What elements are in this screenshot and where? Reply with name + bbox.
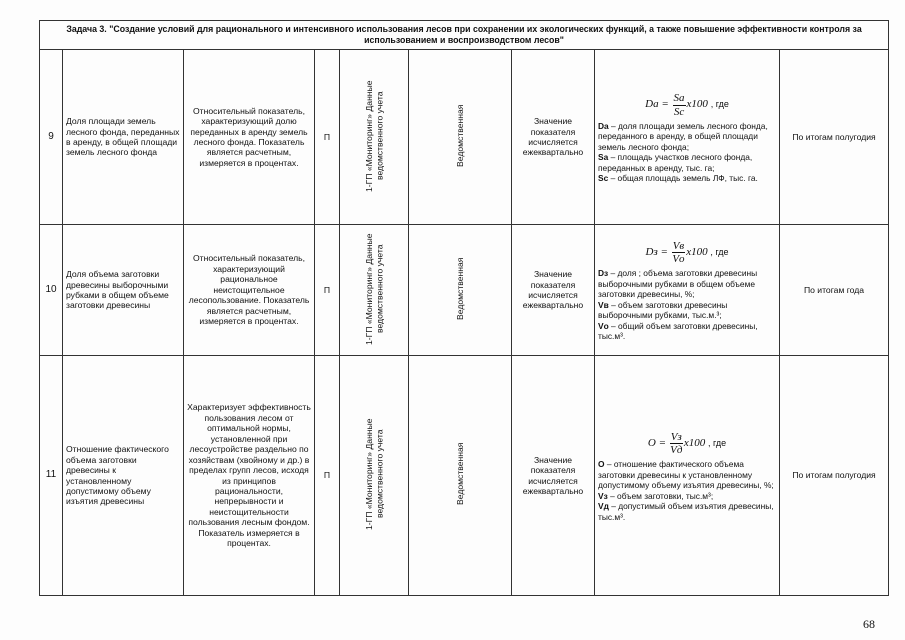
data-source: 1-ГП «Мониторинг» Данные ведомственного учета bbox=[363, 418, 384, 531]
formula-cell bbox=[595, 50, 780, 225]
definition-item bbox=[598, 121, 776, 153]
calc-frequency: Значение показателя исчисляется ежеквартально bbox=[512, 225, 595, 356]
formula-denominator: Vд bbox=[670, 444, 683, 456]
data-source-cell bbox=[340, 225, 409, 356]
table-row bbox=[40, 356, 889, 596]
row-number: 9 bbox=[40, 50, 63, 225]
formula-numerator: Sa bbox=[673, 92, 685, 105]
definition-text: – объем заготовки древесины выборочными рубками, тыс.м.³; bbox=[598, 299, 728, 321]
formula-numerator: Vв bbox=[672, 240, 685, 253]
definition-symbol: Vз bbox=[598, 490, 608, 501]
definition-symbol: Vд bbox=[598, 501, 609, 512]
definition-item bbox=[598, 321, 776, 342]
formula-denominator: Vо bbox=[672, 253, 685, 266]
data-source-cell bbox=[340, 356, 409, 596]
indicator-description: Характеризует эффективность пользования лесом от оптимальной нормы, установленной при лесоустройстве раздельно по хозяйствам (хвойному и др.) в пределах групп лесов, исходя из принципов рациональности, непрерывности и неистощительности пользования лесным фондом. Показатель измеряется в процентах. bbox=[184, 356, 315, 596]
definition-text: – общий объем заготовки древесины, тыс.м³. bbox=[598, 320, 758, 342]
indicator-type: П bbox=[315, 356, 340, 596]
definition-symbol: O bbox=[598, 459, 605, 470]
definition-item bbox=[598, 491, 776, 502]
table-row bbox=[40, 225, 889, 356]
formula-lhs: Dз bbox=[645, 246, 658, 259]
definition-text: – площадь участков лесного фонда, переданных в аренду, тыс. га; bbox=[598, 152, 753, 173]
definition-symbol: Sc bbox=[598, 173, 609, 184]
formula-multiplier: x100 bbox=[683, 437, 706, 450]
reporting-period: По итогам полугодия bbox=[780, 50, 889, 225]
reporting-level: Ведомственная bbox=[454, 104, 465, 167]
reporting-period: По итогам года bbox=[780, 225, 889, 356]
formula-suffix: , где bbox=[710, 247, 729, 258]
data-source-cell bbox=[340, 50, 409, 225]
definitions bbox=[598, 268, 776, 342]
definition-symbol: Dз bbox=[598, 268, 609, 279]
formula-cell bbox=[595, 225, 780, 356]
indicator-name: Доля объема заготовки древесины выборочными рубками в общем объеме заготовки древесины bbox=[63, 225, 184, 356]
task-header: Задача 3. "Создание условий для рационального и интенсивного использования лесов при сохранении их экологических функций, а также повышение эффективности контроля за использованием и воспроизводством лесов" bbox=[40, 21, 889, 50]
definition-text: – отношение фактического объема заготовки древесины к установленному допустимому объему изъятия древесины, %; bbox=[598, 459, 774, 491]
definition-item bbox=[598, 459, 776, 491]
formula-multiplier: x100 bbox=[686, 246, 708, 259]
row-number: 11 bbox=[40, 356, 63, 596]
indicator-description: Относительный показатель, характеризующий долю переданных в аренду земель лесного фонда. Показатель является расчетным, измеряется в процентах. bbox=[184, 50, 315, 225]
indicator-description: Относительный показатель, характеризующий рациональное неистощительное лесопользование. Показатель является расчетным, измеряется в процентах. bbox=[184, 225, 315, 356]
definition-text: – объем заготовки, тыс.м³; bbox=[607, 490, 714, 501]
definition-item bbox=[598, 300, 776, 321]
data-source: 1-ГП «Мониторинг» Данные ведомственного учета bbox=[363, 80, 384, 192]
row-number: 10 bbox=[40, 225, 63, 356]
indicator-type: П bbox=[315, 225, 340, 356]
definition-symbol: Da bbox=[598, 120, 609, 131]
formula-multiplier: x100 bbox=[686, 98, 708, 111]
formula-suffix: , где bbox=[710, 99, 729, 110]
definition-text: – общая площадь земель ЛФ, тыс. га. bbox=[608, 173, 758, 184]
definition-text: – доля ; объема заготовки древесины выборочными рубками в общем объеме заготовки древесины, %; bbox=[598, 268, 758, 300]
indicator-name: Отношение фактического объема заготовки древесины к установленному допустимому объему изъятия древесины bbox=[63, 356, 184, 596]
formula-fraction bbox=[670, 431, 683, 456]
definitions bbox=[598, 459, 776, 522]
calc-frequency: Значение показателя исчисляется ежеквартально bbox=[512, 50, 595, 225]
reporting-level-cell bbox=[409, 225, 512, 356]
formula: O = $\frac{Vз}{Vд}$ x100 , где bbox=[647, 430, 727, 456]
formula-suffix: , где bbox=[707, 438, 727, 449]
formula-fraction bbox=[672, 240, 686, 265]
formula-lhs: Da bbox=[645, 98, 659, 111]
reporting-level: Ведомственная bbox=[454, 257, 465, 320]
formula-numerator: Vз bbox=[670, 430, 682, 443]
formula-cell bbox=[595, 356, 780, 596]
definition-symbol: Vв bbox=[598, 299, 609, 310]
data-source: 1-ГП «Мониторинг» Данные ведомственного учета bbox=[363, 233, 384, 345]
formula: Da = $\frac{Sa}{Sc}$ x100 , где bbox=[645, 92, 729, 118]
definition-text: – допустимый объем изъятия древесины, тыс.м³. bbox=[598, 501, 774, 522]
calc-frequency: Значение показателя исчисляется ежеквартально bbox=[512, 356, 595, 596]
indicator-name: Доля площади земель лесного фонда, переданных в аренду, в общей площади земель лесного фонда bbox=[63, 50, 184, 225]
task-header-row bbox=[40, 21, 889, 50]
definition-text: – доля площади земель лесного фонда, переданного в аренду, в общей площади земель лесного фонда; bbox=[598, 120, 768, 152]
definition-item bbox=[598, 173, 776, 184]
table-row bbox=[40, 50, 889, 225]
definition-symbol: Vо bbox=[598, 320, 609, 331]
reporting-level: Ведомственная bbox=[454, 443, 465, 506]
formula-denominator: Sc bbox=[673, 105, 685, 118]
definition-item bbox=[598, 501, 776, 522]
formula: Dз = $\frac{Vв}{Vо}$ x100 , где bbox=[645, 240, 729, 266]
indicators-table bbox=[39, 20, 889, 596]
page-number: 68 bbox=[863, 617, 875, 631]
definitions bbox=[598, 121, 776, 184]
formula-lhs: O bbox=[647, 437, 656, 450]
reporting-period: По итогам полугодия bbox=[780, 356, 889, 596]
definition-symbol: Sa bbox=[598, 152, 609, 163]
formula-fraction bbox=[673, 92, 686, 117]
reporting-level-cell bbox=[409, 356, 512, 596]
indicator-type: П bbox=[315, 50, 340, 225]
definition-item bbox=[598, 268, 776, 300]
definition-item bbox=[598, 152, 776, 173]
reporting-level-cell bbox=[409, 50, 512, 225]
